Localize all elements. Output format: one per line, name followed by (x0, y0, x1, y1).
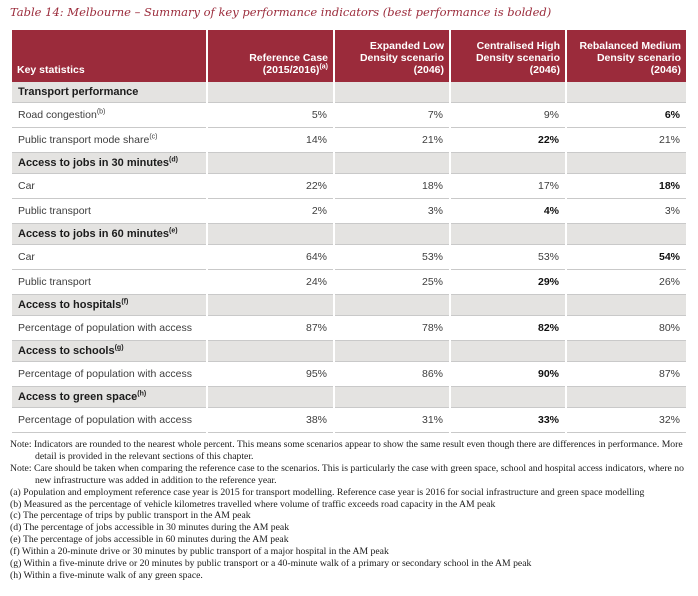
row-label: Road congestion$^{(b)}$ (12, 103, 206, 128)
section-filler (567, 341, 686, 362)
section-filler (208, 224, 333, 245)
note-line: (d) The percentage of jobs accessible in 30 minutes during the AM peak (10, 522, 290, 534)
cell-value: 87% (567, 362, 686, 387)
cell-value: 31% (335, 408, 449, 433)
note-line: (e) The percentage of jobs accessible in 60 minutes during the AM peak (10, 534, 289, 546)
section-filler (335, 82, 449, 103)
cell-value: 22% (208, 174, 333, 199)
footnote-marker: (g) (114, 344, 124, 352)
row-label: Car (12, 245, 206, 270)
footnote-marker: (f) (121, 298, 129, 306)
row-label: Percentage of population with access (12, 316, 206, 341)
note-line: (c) The percentage of trips by public transport in the AM peak (10, 510, 251, 522)
footnote-marker: (b) (96, 108, 106, 116)
cell-value: 82% (451, 316, 565, 341)
cell-value: 17% (451, 174, 565, 199)
notes-section (10, 439, 688, 582)
section-filler (451, 82, 565, 103)
note-prefix: (c) (10, 510, 21, 522)
section-filler (567, 153, 686, 174)
cell-value: 87% (208, 316, 333, 341)
column-header: Rebalanced Medium Density scenario (2046) (567, 30, 686, 82)
cell-value: 7% (335, 103, 449, 128)
cell-value: 6% (567, 103, 686, 128)
column-header: Expanded Low Density scenario (2046) (335, 30, 449, 82)
note-prefix: (g) (10, 558, 22, 570)
section-filler (451, 153, 565, 174)
cell-value: 14% (208, 128, 333, 153)
section-title: Access to hospitals$^{(f)}$ (12, 295, 206, 316)
cell-value: 90% (451, 362, 565, 387)
section-filler (335, 295, 449, 316)
section-title: Access to jobs in 30 minutes$^{(d)}$ (12, 153, 206, 174)
note-prefix: (a) (10, 486, 21, 498)
section-filler (451, 341, 565, 362)
table-row (12, 103, 686, 128)
cell-value: 18% (567, 174, 686, 199)
table-row (12, 128, 686, 153)
note-prefix: (h) (10, 569, 22, 581)
note-line: Note: Indicators are rounded to the nearest whole percent. This means some scenarios appear to show the same result even though there are differences in performance. More detail is provided in the relevant sections of this chapter. (10, 439, 683, 462)
note-line: (h) Within a five-minute walk of any green space. (10, 569, 203, 581)
cell-value: 53% (451, 245, 565, 270)
footnote-marker: (h) (137, 390, 147, 398)
kpi-table (10, 30, 688, 433)
section-title: Access to green space$^{(h)}$ (12, 387, 206, 408)
section-header-row (12, 82, 686, 103)
cell-value: 33% (451, 408, 565, 433)
row-label: Percentage of population with access (12, 408, 206, 433)
note-prefix: Note: (10, 439, 32, 450)
column-header: Key statistics (12, 30, 206, 82)
table-row (12, 316, 686, 341)
section-filler (208, 153, 333, 174)
table-row (12, 408, 686, 433)
footnote-marker: (d) (169, 156, 178, 164)
section-header-row (12, 295, 686, 316)
note-prefix: (e) (10, 534, 21, 546)
column-header: Reference Case $(2015/2016)^{(a)}$ (208, 30, 333, 82)
row-label: Public transport (12, 270, 206, 295)
cell-value: 78% (335, 316, 449, 341)
note-prefix: Note: (10, 462, 32, 474)
section-filler (208, 82, 333, 103)
cell-value: 3% (567, 199, 686, 224)
note-line: (g) Within a five-minute drive or 20 minutes by public transport or a 40-minute walk of a primary or secondary school in the AM peak (10, 558, 532, 570)
cell-value: 21% (567, 128, 686, 153)
section-filler (208, 295, 333, 316)
section-filler (335, 224, 449, 245)
column-header: Centralised High Density scenario (2046) (451, 30, 565, 82)
cell-value: 3% (335, 199, 449, 224)
section-title: Access to jobs in 60 minutes$^{(e)}$ (12, 224, 206, 245)
section-filler (208, 387, 333, 408)
cell-value: 4% (451, 199, 565, 224)
note-line: Note: Care should be taken when comparing the reference case to the scenarios. This is particularly the case with green space, school and hospital access indicators, where no new infrastructure was added in addition to the reference year. (10, 462, 684, 486)
section-filler (451, 387, 565, 408)
table-header (12, 30, 686, 82)
footnote-marker: (e) (169, 227, 178, 235)
footnote-marker: (a) (319, 63, 328, 71)
section-title: Transport performance (12, 82, 206, 103)
table-row (12, 245, 686, 270)
section-filler (451, 295, 565, 316)
cell-value: 22% (451, 128, 565, 153)
cell-value: 21% (335, 128, 449, 153)
cell-value: 86% (335, 362, 449, 387)
table-row (12, 362, 686, 387)
cell-value: 53% (335, 245, 449, 270)
note-line: (f) Within a 20-minute drive or 30 minutes by public transport of a major hospital in the AM peak (10, 546, 389, 558)
cell-value: 5% (208, 103, 333, 128)
cell-value: 26% (567, 270, 686, 295)
section-filler (208, 341, 333, 362)
row-label: Car (12, 174, 206, 199)
cell-value: 54% (567, 245, 686, 270)
cell-value: 29% (451, 270, 565, 295)
cell-value: 32% (567, 408, 686, 433)
section-filler (451, 224, 565, 245)
section-header-row (12, 387, 686, 408)
table-row (12, 199, 686, 224)
cell-value: 38% (208, 408, 333, 433)
cell-value: 2% (208, 199, 333, 224)
section-filler (567, 387, 686, 408)
cell-value: 95% (208, 362, 333, 387)
cell-value: 25% (335, 270, 449, 295)
section-title: Access to schools$^{(g)}$ (12, 341, 206, 362)
note-line: (b) Measured as the percentage of vehicle kilometres travelled where volume of traffic exceeds road capacity in the AM peak (10, 498, 496, 510)
table-row (12, 174, 686, 199)
section-header-row (12, 153, 686, 174)
note-prefix: (b) (10, 498, 22, 510)
table-title: Table 14: Melbourne – Summary of key performance indicators (best performance is bolded) (10, 5, 552, 19)
cell-value: 18% (335, 174, 449, 199)
cell-value: 80% (567, 316, 686, 341)
section-filler (567, 82, 686, 103)
header-row (12, 30, 686, 82)
row-label: Public transport (12, 199, 206, 224)
footnote-marker: (c) (149, 133, 158, 141)
section-header-row (12, 224, 686, 245)
cell-value: 24% (208, 270, 333, 295)
cell-value: 64% (208, 245, 333, 270)
row-label: Percentage of population with access (12, 362, 206, 387)
note-prefix: (f) (10, 546, 20, 558)
section-filler (567, 295, 686, 316)
row-label: Public transport mode share$^{(c)}$ (12, 128, 206, 153)
section-filler (335, 387, 449, 408)
section-filler (335, 341, 449, 362)
table-body (12, 82, 686, 433)
section-filler (335, 153, 449, 174)
table-row (12, 270, 686, 295)
note-prefix: (d) (10, 522, 22, 534)
note-line: (a) Population and employment reference case year is 2015 for transport modelling. Reference case year is 2016 for social infrastructure and green space modelling (10, 486, 645, 498)
section-filler (567, 224, 686, 245)
section-header-row (12, 341, 686, 362)
cell-value: 9% (451, 103, 565, 128)
